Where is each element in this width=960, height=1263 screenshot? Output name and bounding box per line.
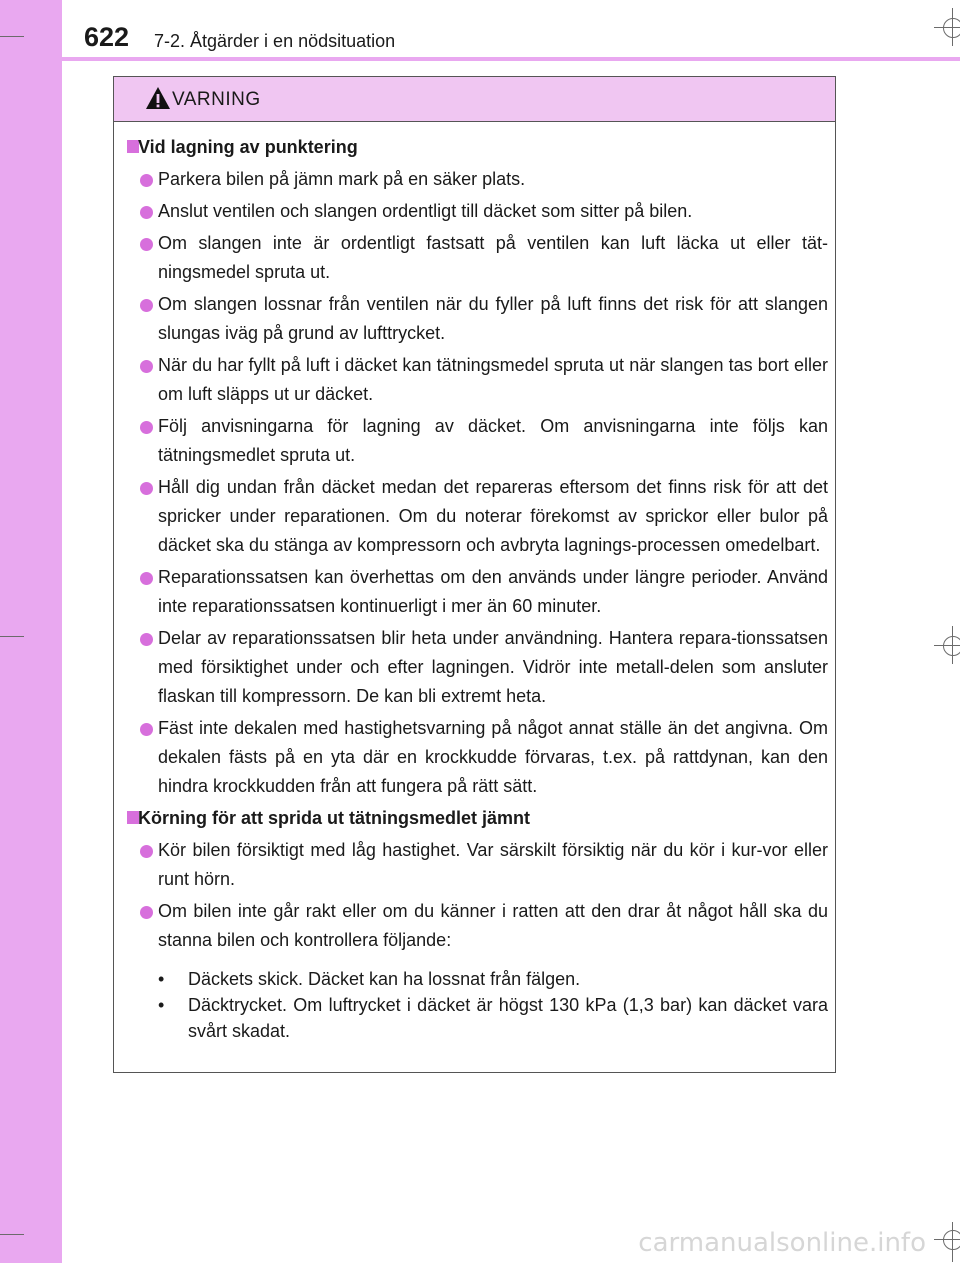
- bullet-dot-icon: [140, 421, 153, 434]
- bullet-dot-icon: [140, 633, 153, 646]
- warning-triangle-icon: [145, 86, 171, 110]
- header-rule: [62, 57, 960, 61]
- list-item: Följ anvisningarna för lagning av däcket. Om anvisningarna inte följs kan tätningsmedlet spruta ut.: [158, 412, 828, 470]
- bullet-dot-icon: [140, 174, 153, 187]
- bullet-dot-icon: [140, 238, 153, 251]
- bullet-dot-icon: [140, 206, 153, 219]
- page-number: 622: [84, 22, 130, 52]
- footer-watermark: carmanualsonline.info: [638, 1228, 926, 1258]
- bullet-dot-icon: [140, 482, 153, 495]
- list-item: Kör bilen försiktigt med låg hastighet. Var särskilt försiktig när du kör i kur-vor eller runt hörn.: [158, 836, 828, 894]
- list-item: Parkera bilen på jämn mark på en säker plats.: [158, 165, 828, 194]
- bullet-dot-icon: [140, 299, 153, 312]
- list-item: Fäst inte dekalen med hastighetsvarning på något annat ställe än det angivna. Om dekalen fästs på en yta där en krockkudde förvaras, t.ex. på rattdynan, kan den hindra krockkudden från att fungera på rätt sätt.: [158, 714, 828, 801]
- section-heading: Körning för att sprida ut tätningsmedlet jämnt: [114, 806, 835, 830]
- warning-header: [114, 77, 835, 122]
- list-item: Anslut ventilen och slangen ordentligt till däcket som sitter på bilen.: [158, 197, 828, 226]
- bullet-dot-icon: [140, 360, 153, 373]
- sub-list-item: • Däcktrycket. Om luftrycket i däcket är högst 130 kPa (1,3 bar) kan däcket vara svårt skadat.: [158, 995, 828, 1041]
- list-item: När du har fyllt på luft i däcket kan tätningsmedel spruta ut när slangen tas bort eller om luft släpps ut ur däcket.: [158, 351, 828, 409]
- bullet-dot-icon: [140, 572, 153, 585]
- list-item: Om slangen inte är ordentligt fastsatt på ventilen kan luft läcka ut eller tät-ningsmedel spruta ut.: [158, 229, 828, 287]
- bullet-dot-icon: [140, 906, 153, 919]
- list-item: Reparationssatsen kan överhettas om den används under längre perioder. Använd inte reparationssatsen kontinuerligt i mer än 60 minuter.: [158, 563, 828, 621]
- list-item: Håll dig undan från däcket medan det repareras eftersom det finns risk för att det spricker under reparationen. Om du noterar förekomst av sprickor eller bulor på däcket ska du stänga av kompressorn och avbryta lagnings-processen omedelbart.: [158, 473, 828, 560]
- bullet-dot-icon: [140, 845, 153, 858]
- list-item: Delar av reparationssatsen blir heta under användning. Hantera repara-tionssatsen med försiktighet under och efter lagningen. Vidrör inte metall-delen som ansluter flaskan till kompressorn. De kan bli extremt heta.: [158, 624, 828, 711]
- sub-list-item: • Däckets skick. Däcket kan ha lossnat från fälgen.: [158, 969, 581, 989]
- left-margin-band: [0, 0, 62, 1263]
- warning-title: VARNING: [172, 89, 261, 110]
- warning-body: [114, 135, 835, 1044]
- section-heading: Vid lagning av punktering: [114, 135, 835, 159]
- list-item: Om slangen lossnar från ventilen när du fyller på luft finns det risk för att slangen slungas iväg på grund av lufttrycket.: [158, 290, 828, 348]
- warning-box: [113, 76, 836, 1073]
- list-item: Om bilen inte går rakt eller om du känner i ratten att den drar åt något håll ska du stanna bilen och kontrollera följande:: [158, 897, 828, 955]
- bullet-dot-icon: [140, 723, 153, 736]
- section-title: 7-2. Åtgärder i en nödsituation: [154, 31, 396, 51]
